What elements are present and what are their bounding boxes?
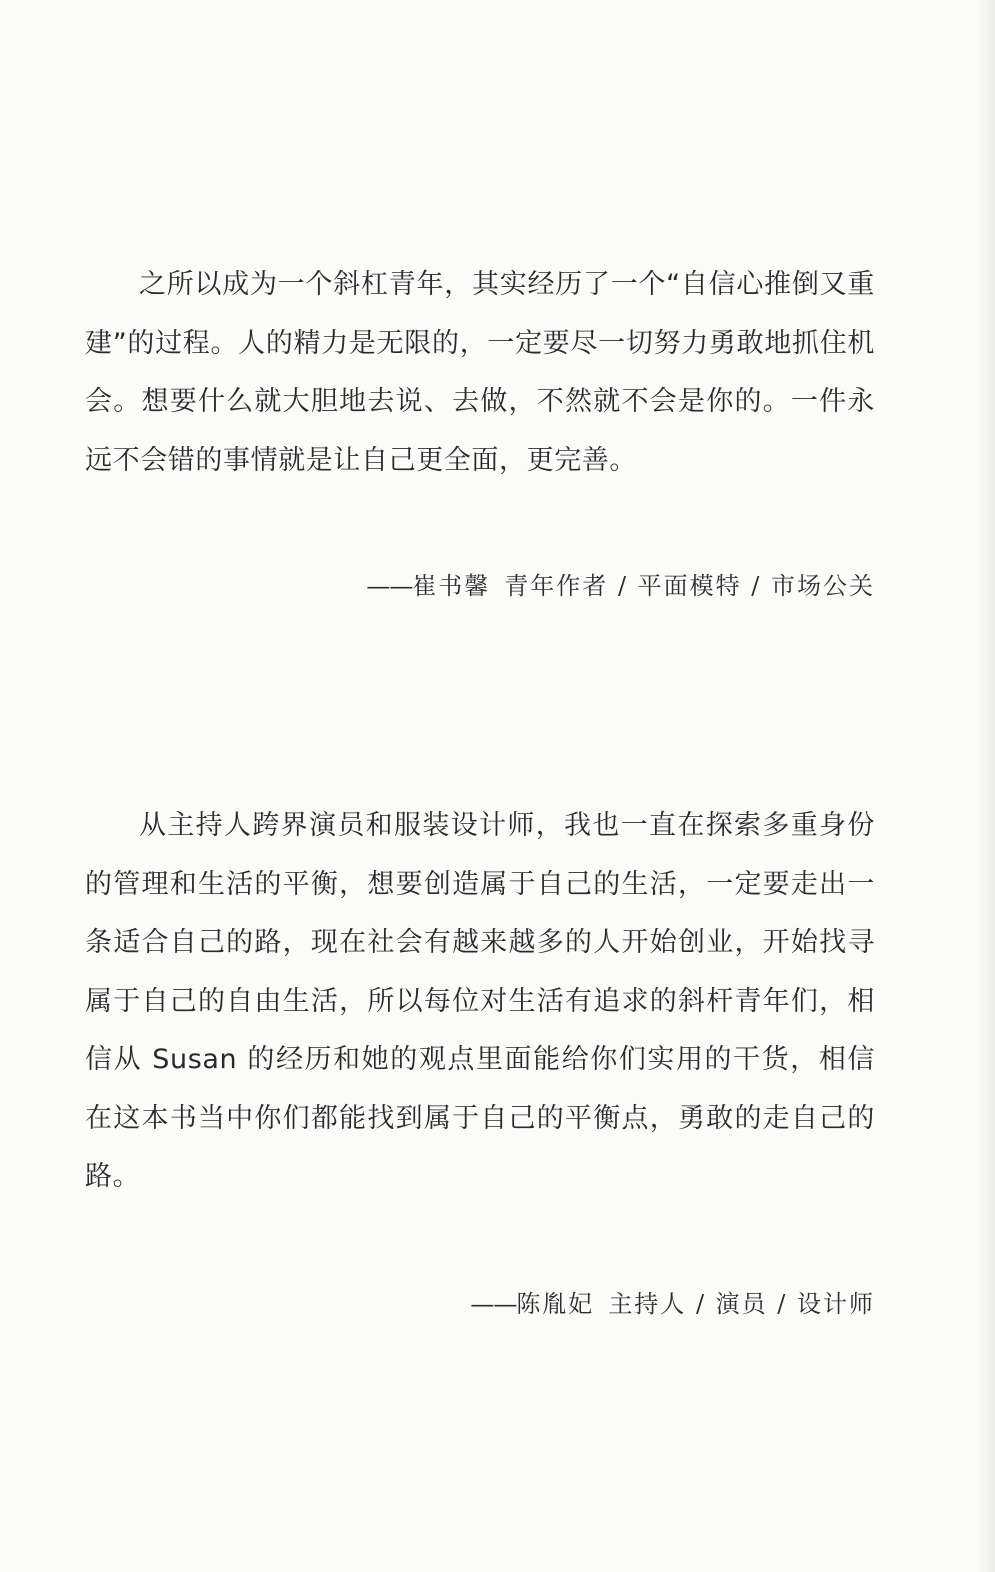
attribution-2 [470,1284,875,1319]
attribution-dash: —— [366,572,413,600]
attribution-dash: —— [470,1290,517,1318]
attribution-roles: 主持人 / 演员 / 设计师 [608,1290,875,1318]
attribution-name: 崔书馨 [412,572,491,600]
quote-paragraph-1: 之所以成为一个斜杠青年，其实经历了一个“自信心推倒又重建”的过程。人的精力是无限的，一定要尽一切努力勇敢地抓住机会。想要什么就大胆地去说、去做，不然就不会是你的。一件永远不会错的事情就是让自己更全面，更完善。 [85,269,875,476]
attribution-roles: 青年作者 / 平面模特 / 市场公关 [504,572,875,600]
quote-paragraph-2: 从主持人跨界演员和服装设计师，我也一直在探索多重身份的管理和生活的平衡，想要创造属于自己的生活，一定要走出一条适合自己的路，现在社会有越来越多的人开始创业，开始找寻属于自己的自由生活，所以每位对生活有追求的斜杆青年们，相信从 Susan 的经历和她的观点里面能给你们实用的干货，相信在这本书当中你们都能找到属于自己的平衡点，勇敢的走自己的路。 [85,810,875,1192]
attribution-name: 陈胤妃 [516,1290,595,1318]
page-edge-shadow [977,0,995,1572]
attribution-1 [366,566,875,601]
